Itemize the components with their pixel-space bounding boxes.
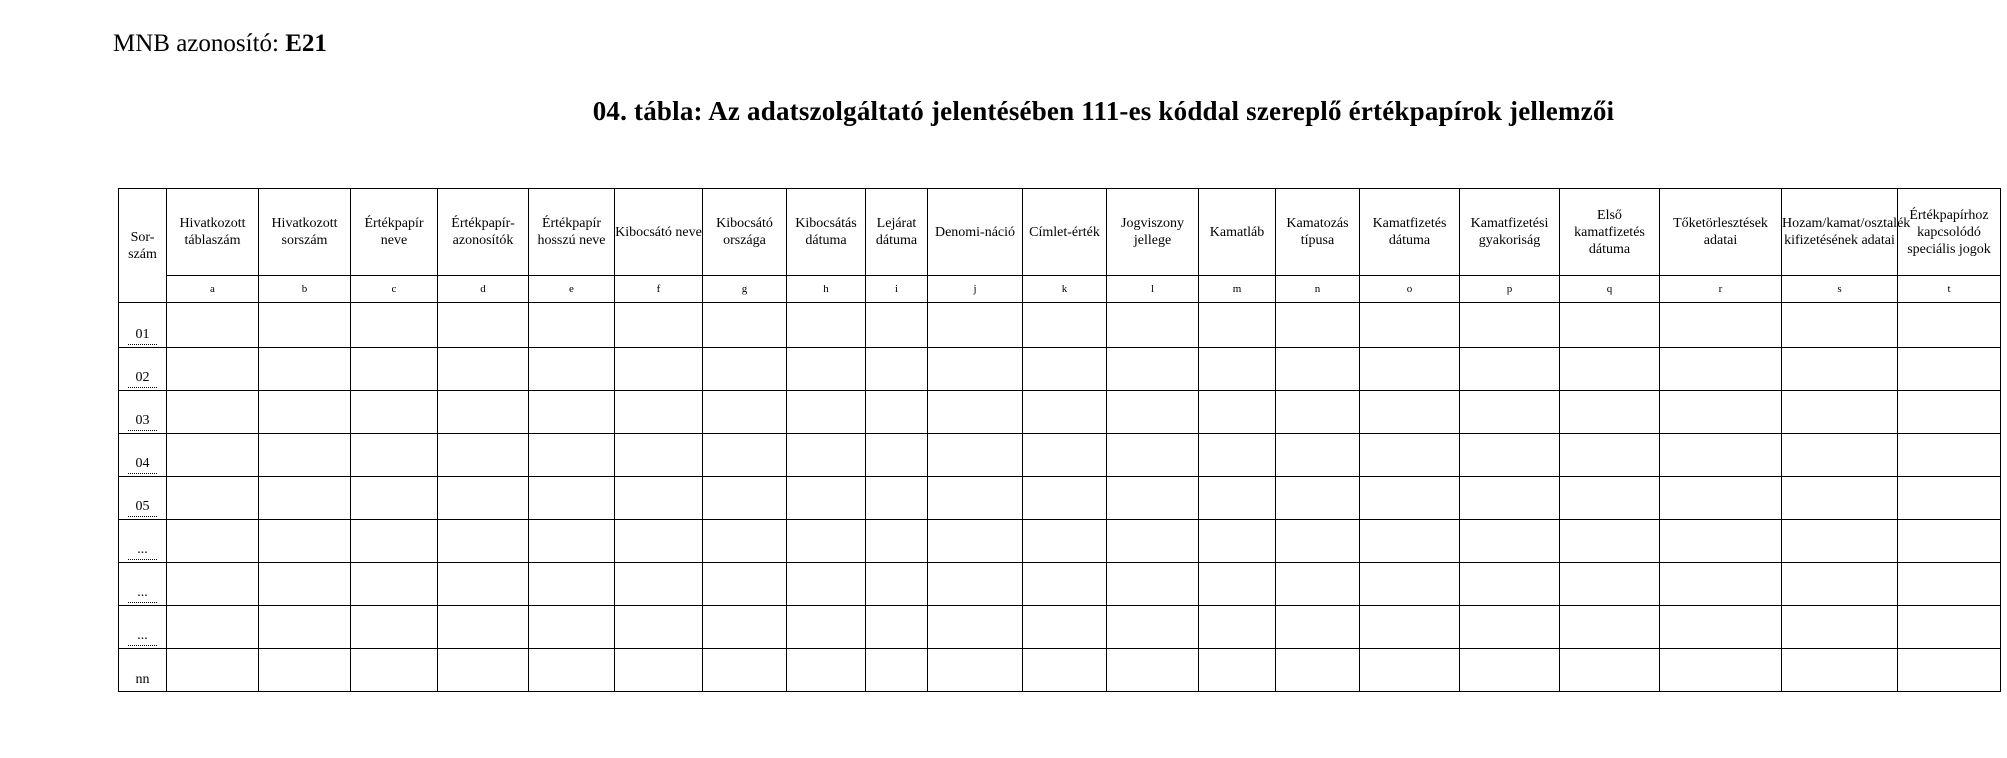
- data-cell-i[interactable]: [866, 303, 928, 348]
- data-cell-g[interactable]: [703, 348, 787, 391]
- data-cell-l[interactable]: [1107, 649, 1199, 692]
- table-title: [0, 96, 2007, 127]
- data-cell-j[interactable]: [928, 606, 1023, 649]
- data-cell-q[interactable]: [1560, 606, 1660, 649]
- table-row: [119, 477, 2001, 520]
- data-cell-g[interactable]: [703, 606, 787, 649]
- data-cell-o[interactable]: [1360, 477, 1460, 520]
- data-cell-c[interactable]: [351, 348, 438, 391]
- data-cell-b[interactable]: [259, 520, 351, 563]
- data-cell-k[interactable]: [1023, 520, 1107, 563]
- data-cell-r[interactable]: [1660, 606, 1782, 649]
- data-cell-a[interactable]: [167, 434, 259, 477]
- data-cell-r[interactable]: [1660, 649, 1782, 692]
- data-cell-n[interactable]: [1276, 649, 1360, 692]
- securities-table: [118, 188, 2001, 692]
- row-number-header: Sor-szám: [119, 189, 167, 303]
- column-letter-n: n: [1276, 276, 1360, 303]
- data-cell-k[interactable]: [1023, 434, 1107, 477]
- data-cell-l[interactable]: [1107, 348, 1199, 391]
- data-cell-s[interactable]: [1782, 477, 1898, 520]
- column-letter-t: t: [1898, 276, 2001, 303]
- data-cell-r[interactable]: [1660, 434, 1782, 477]
- data-cell-k[interactable]: [1023, 391, 1107, 434]
- row-number-cell: [119, 649, 167, 692]
- data-cell-s[interactable]: [1782, 563, 1898, 606]
- data-cell-i[interactable]: [866, 348, 928, 391]
- data-cell-l[interactable]: [1107, 391, 1199, 434]
- row-number-cell: [119, 348, 167, 391]
- data-cell-n[interactable]: [1276, 606, 1360, 649]
- data-cell-o[interactable]: [1360, 348, 1460, 391]
- row-number: nn: [135, 672, 150, 687]
- data-cell-k[interactable]: [1023, 649, 1107, 692]
- column-header-o: Kamatfizetés dátuma: [1360, 189, 1460, 276]
- data-cell-l[interactable]: [1107, 477, 1199, 520]
- column-header-n: Kamatozás típusa: [1276, 189, 1360, 276]
- data-cell-b[interactable]: [259, 649, 351, 692]
- data-cell-s[interactable]: [1782, 520, 1898, 563]
- data-cell-f[interactable]: [615, 348, 703, 391]
- data-cell-l[interactable]: [1107, 520, 1199, 563]
- data-cell-c[interactable]: [351, 303, 438, 348]
- data-cell-r[interactable]: [1660, 477, 1782, 520]
- data-cell-f[interactable]: [615, 477, 703, 520]
- data-cell-l[interactable]: [1107, 606, 1199, 649]
- data-cell-a[interactable]: [167, 303, 259, 348]
- data-cell-e[interactable]: [529, 649, 615, 692]
- column-header-s: Hozam/kamat/osztalék kifizetésének adatai: [1782, 189, 1898, 276]
- mnb-id-value: E21: [285, 30, 327, 57]
- data-cell-t[interactable]: [1898, 477, 2001, 520]
- row-number: 02: [128, 370, 156, 388]
- data-cell-r[interactable]: [1660, 348, 1782, 391]
- column-letter-f: f: [615, 276, 703, 303]
- data-cell-c[interactable]: [351, 563, 438, 606]
- data-cell-s[interactable]: [1782, 348, 1898, 391]
- table-row: [119, 391, 2001, 434]
- data-cell-s[interactable]: [1782, 303, 1898, 348]
- data-cell-e[interactable]: [529, 434, 615, 477]
- data-cell-a[interactable]: [167, 649, 259, 692]
- column-letter-q: q: [1560, 276, 1660, 303]
- data-cell-g[interactable]: [703, 649, 787, 692]
- data-cell-i[interactable]: [866, 477, 928, 520]
- data-cell-n[interactable]: [1276, 348, 1360, 391]
- data-cell-o[interactable]: [1360, 563, 1460, 606]
- data-cell-f[interactable]: [615, 391, 703, 434]
- data-cell-e[interactable]: [529, 520, 615, 563]
- data-cell-e[interactable]: [529, 391, 615, 434]
- data-cell-i[interactable]: [866, 520, 928, 563]
- data-cell-e[interactable]: [529, 563, 615, 606]
- column-header-f: Kibocsátó neve: [615, 189, 703, 276]
- data-cell-b[interactable]: [259, 606, 351, 649]
- data-cell-h[interactable]: [787, 649, 866, 692]
- data-cell-b[interactable]: [259, 391, 351, 434]
- table-row: [119, 606, 2001, 649]
- row-number-cell: [119, 434, 167, 477]
- data-cell-q[interactable]: [1560, 649, 1660, 692]
- data-cell-s[interactable]: [1782, 606, 1898, 649]
- data-cell-h[interactable]: [787, 563, 866, 606]
- data-cell-g[interactable]: [703, 434, 787, 477]
- data-cell-h[interactable]: [787, 606, 866, 649]
- data-cell-m[interactable]: [1199, 649, 1276, 692]
- data-cell-l[interactable]: [1107, 303, 1199, 348]
- data-cell-e[interactable]: [529, 606, 615, 649]
- data-cell-m[interactable]: [1199, 520, 1276, 563]
- data-cell-s[interactable]: [1782, 649, 1898, 692]
- column-letter-j: j: [928, 276, 1023, 303]
- row-number: 04: [128, 456, 156, 474]
- column-header-j: Denomi-náció: [928, 189, 1023, 276]
- data-cell-f[interactable]: [615, 606, 703, 649]
- data-cell-g[interactable]: [703, 303, 787, 348]
- column-header-l: Jogviszony jellege: [1107, 189, 1199, 276]
- row-number-cell: [119, 303, 167, 348]
- data-cell-c[interactable]: [351, 520, 438, 563]
- data-cell-i[interactable]: [866, 649, 928, 692]
- data-cell-c[interactable]: [351, 477, 438, 520]
- column-letter-m: m: [1199, 276, 1276, 303]
- column-letter-l: l: [1107, 276, 1199, 303]
- mnb-id-line: [113, 30, 327, 58]
- data-cell-f[interactable]: [615, 563, 703, 606]
- data-cell-e[interactable]: [529, 348, 615, 391]
- header-row: [119, 189, 2001, 276]
- data-cell-a[interactable]: [167, 520, 259, 563]
- column-letter-r: r: [1660, 276, 1782, 303]
- data-cell-n[interactable]: [1276, 477, 1360, 520]
- data-cell-j[interactable]: [928, 520, 1023, 563]
- data-cell-q[interactable]: [1560, 520, 1660, 563]
- data-cell-h[interactable]: [787, 520, 866, 563]
- data-cell-c[interactable]: [351, 391, 438, 434]
- data-cell-a[interactable]: [167, 563, 259, 606]
- data-cell-g[interactable]: [703, 477, 787, 520]
- data-cell-p[interactable]: [1460, 606, 1560, 649]
- table-body: [119, 303, 2001, 692]
- data-cell-t[interactable]: [1898, 606, 2001, 649]
- data-cell-m[interactable]: [1199, 606, 1276, 649]
- table-row: [119, 434, 2001, 477]
- column-header-c: Értékpapír neve: [351, 189, 438, 276]
- column-header-r: Tőketörlesztések adatai: [1660, 189, 1782, 276]
- data-cell-j[interactable]: [928, 391, 1023, 434]
- row-number-cell: [119, 606, 167, 649]
- data-cell-j[interactable]: [928, 434, 1023, 477]
- data-cell-h[interactable]: [787, 391, 866, 434]
- data-cell-e[interactable]: [529, 477, 615, 520]
- data-cell-r[interactable]: [1660, 391, 1782, 434]
- column-header-m: Kamatláb: [1199, 189, 1276, 276]
- row-number: 01: [128, 327, 156, 345]
- data-cell-p[interactable]: [1460, 563, 1560, 606]
- data-cell-r[interactable]: [1660, 303, 1782, 348]
- column-header-a: Hivatkozott táblaszám: [167, 189, 259, 276]
- data-cell-o[interactable]: [1360, 520, 1460, 563]
- data-cell-a[interactable]: [167, 348, 259, 391]
- letter-row: [119, 276, 2001, 303]
- data-cell-n[interactable]: [1276, 434, 1360, 477]
- data-cell-p[interactable]: [1460, 477, 1560, 520]
- data-cell-a[interactable]: [167, 477, 259, 520]
- column-header-e: Értékpapír hosszú neve: [529, 189, 615, 276]
- data-cell-a[interactable]: [167, 391, 259, 434]
- data-cell-b[interactable]: [259, 477, 351, 520]
- data-cell-q[interactable]: [1560, 477, 1660, 520]
- data-cell-n[interactable]: [1276, 520, 1360, 563]
- data-cell-i[interactable]: [866, 606, 928, 649]
- data-cell-l[interactable]: [1107, 563, 1199, 606]
- column-header-t: Értékpapírhoz kapcsolódó speciális jogok: [1898, 189, 2001, 276]
- data-cell-m[interactable]: [1199, 434, 1276, 477]
- row-number: ...: [128, 542, 156, 560]
- row-number: 03: [128, 413, 156, 431]
- data-cell-p[interactable]: [1460, 434, 1560, 477]
- row-number-cell: [119, 391, 167, 434]
- data-cell-k[interactable]: [1023, 303, 1107, 348]
- data-cell-m[interactable]: [1199, 303, 1276, 348]
- data-cell-m[interactable]: [1199, 563, 1276, 606]
- row-number-cell: [119, 477, 167, 520]
- column-header-d: Értékpapír-azonosítók: [438, 189, 529, 276]
- data-cell-p[interactable]: [1460, 303, 1560, 348]
- data-cell-p[interactable]: [1460, 348, 1560, 391]
- data-cell-d[interactable]: [438, 649, 529, 692]
- column-header-h: Kibocsátás dátuma: [787, 189, 866, 276]
- data-cell-o[interactable]: [1360, 649, 1460, 692]
- column-letter-a: a: [167, 276, 259, 303]
- data-cell-f[interactable]: [615, 520, 703, 563]
- data-cell-q[interactable]: [1560, 563, 1660, 606]
- data-cell-h[interactable]: [787, 303, 866, 348]
- data-cell-j[interactable]: [928, 563, 1023, 606]
- data-cell-d[interactable]: [438, 434, 529, 477]
- data-cell-t[interactable]: [1898, 520, 2001, 563]
- data-cell-f[interactable]: [615, 303, 703, 348]
- data-cell-d[interactable]: [438, 348, 529, 391]
- data-cell-d[interactable]: [438, 606, 529, 649]
- column-letter-d: d: [438, 276, 529, 303]
- column-header-p: Kamatfizetési gyakoriság: [1460, 189, 1560, 276]
- data-cell-b[interactable]: [259, 563, 351, 606]
- data-cell-d[interactable]: [438, 477, 529, 520]
- data-cell-h[interactable]: [787, 348, 866, 391]
- column-letter-s: s: [1782, 276, 1898, 303]
- data-cell-m[interactable]: [1199, 348, 1276, 391]
- data-cell-h[interactable]: [787, 434, 866, 477]
- column-letter-h: h: [787, 276, 866, 303]
- data-cell-n[interactable]: [1276, 563, 1360, 606]
- data-cell-g[interactable]: [703, 520, 787, 563]
- data-cell-o[interactable]: [1360, 391, 1460, 434]
- data-cell-t[interactable]: [1898, 391, 2001, 434]
- data-cell-o[interactable]: [1360, 434, 1460, 477]
- data-cell-d[interactable]: [438, 563, 529, 606]
- data-cell-n[interactable]: [1276, 303, 1360, 348]
- data-cell-o[interactable]: [1360, 606, 1460, 649]
- data-cell-a[interactable]: [167, 606, 259, 649]
- data-cell-s[interactable]: [1782, 434, 1898, 477]
- data-cell-g[interactable]: [703, 563, 787, 606]
- data-cell-g[interactable]: [703, 391, 787, 434]
- data-cell-q[interactable]: [1560, 348, 1660, 391]
- data-cell-p[interactable]: [1460, 649, 1560, 692]
- row-number: ...: [128, 628, 156, 646]
- data-cell-i[interactable]: [866, 563, 928, 606]
- data-cell-i[interactable]: [866, 434, 928, 477]
- data-cell-c[interactable]: [351, 649, 438, 692]
- data-cell-h[interactable]: [787, 477, 866, 520]
- data-cell-r[interactable]: [1660, 563, 1782, 606]
- data-cell-q[interactable]: [1560, 434, 1660, 477]
- data-cell-t[interactable]: [1898, 434, 2001, 477]
- data-cell-p[interactable]: [1460, 520, 1560, 563]
- data-cell-m[interactable]: [1199, 391, 1276, 434]
- data-cell-d[interactable]: [438, 520, 529, 563]
- data-cell-q[interactable]: [1560, 303, 1660, 348]
- table-row: [119, 520, 2001, 563]
- table-row: [119, 303, 2001, 348]
- data-cell-b[interactable]: [259, 434, 351, 477]
- table-row: [119, 348, 2001, 391]
- data-cell-t[interactable]: [1898, 649, 2001, 692]
- data-cell-d[interactable]: [438, 303, 529, 348]
- table-title-text: 04. tábla: Az adatszolgáltató jelentésében 111-es kóddal szereplő értékpapírok jellemzői: [592, 96, 1615, 126]
- data-cell-c[interactable]: [351, 606, 438, 649]
- column-letter-i: i: [866, 276, 928, 303]
- data-cell-m[interactable]: [1199, 477, 1276, 520]
- data-cell-o[interactable]: [1360, 303, 1460, 348]
- row-number-cell: [119, 563, 167, 606]
- column-letter-g: g: [703, 276, 787, 303]
- column-letter-o: o: [1360, 276, 1460, 303]
- column-header-g: Kibocsátó országa: [703, 189, 787, 276]
- data-cell-s[interactable]: [1782, 391, 1898, 434]
- column-letter-e: e: [529, 276, 615, 303]
- data-cell-n[interactable]: [1276, 391, 1360, 434]
- data-cell-b[interactable]: [259, 303, 351, 348]
- data-cell-c[interactable]: [351, 434, 438, 477]
- data-cell-k[interactable]: [1023, 563, 1107, 606]
- data-cell-k[interactable]: [1023, 348, 1107, 391]
- data-cell-j[interactable]: [928, 303, 1023, 348]
- mnb-id-label: MNB azonosító:: [113, 30, 279, 57]
- table-row: [119, 563, 2001, 606]
- column-letter-b: b: [259, 276, 351, 303]
- data-cell-l[interactable]: [1107, 434, 1199, 477]
- data-cell-d[interactable]: [438, 391, 529, 434]
- data-cell-k[interactable]: [1023, 477, 1107, 520]
- data-cell-j[interactable]: [928, 477, 1023, 520]
- column-header-k: Címlet-érték: [1023, 189, 1107, 276]
- data-cell-j[interactable]: [928, 649, 1023, 692]
- data-cell-t[interactable]: [1898, 563, 2001, 606]
- data-cell-i[interactable]: [866, 391, 928, 434]
- data-cell-p[interactable]: [1460, 391, 1560, 434]
- data-cell-e[interactable]: [529, 303, 615, 348]
- column-letter-p: p: [1460, 276, 1560, 303]
- row-number: 05: [128, 499, 156, 517]
- column-header-i: Lejárat dátuma: [866, 189, 928, 276]
- data-cell-t[interactable]: [1898, 303, 2001, 348]
- data-cell-q[interactable]: [1560, 391, 1660, 434]
- row-number-cell: [119, 520, 167, 563]
- column-header-q: Első kamatfizetés dátuma: [1560, 189, 1660, 276]
- data-cell-r[interactable]: [1660, 520, 1782, 563]
- column-letter-c: c: [351, 276, 438, 303]
- data-cell-f[interactable]: [615, 434, 703, 477]
- column-letter-k: k: [1023, 276, 1107, 303]
- data-cell-b[interactable]: [259, 348, 351, 391]
- row-number: ...: [128, 585, 156, 603]
- data-cell-j[interactable]: [928, 348, 1023, 391]
- data-cell-f[interactable]: [615, 649, 703, 692]
- data-cell-t[interactable]: [1898, 348, 2001, 391]
- data-cell-k[interactable]: [1023, 606, 1107, 649]
- table-row: [119, 649, 2001, 692]
- column-header-b: Hivatkozott sorszám: [259, 189, 351, 276]
